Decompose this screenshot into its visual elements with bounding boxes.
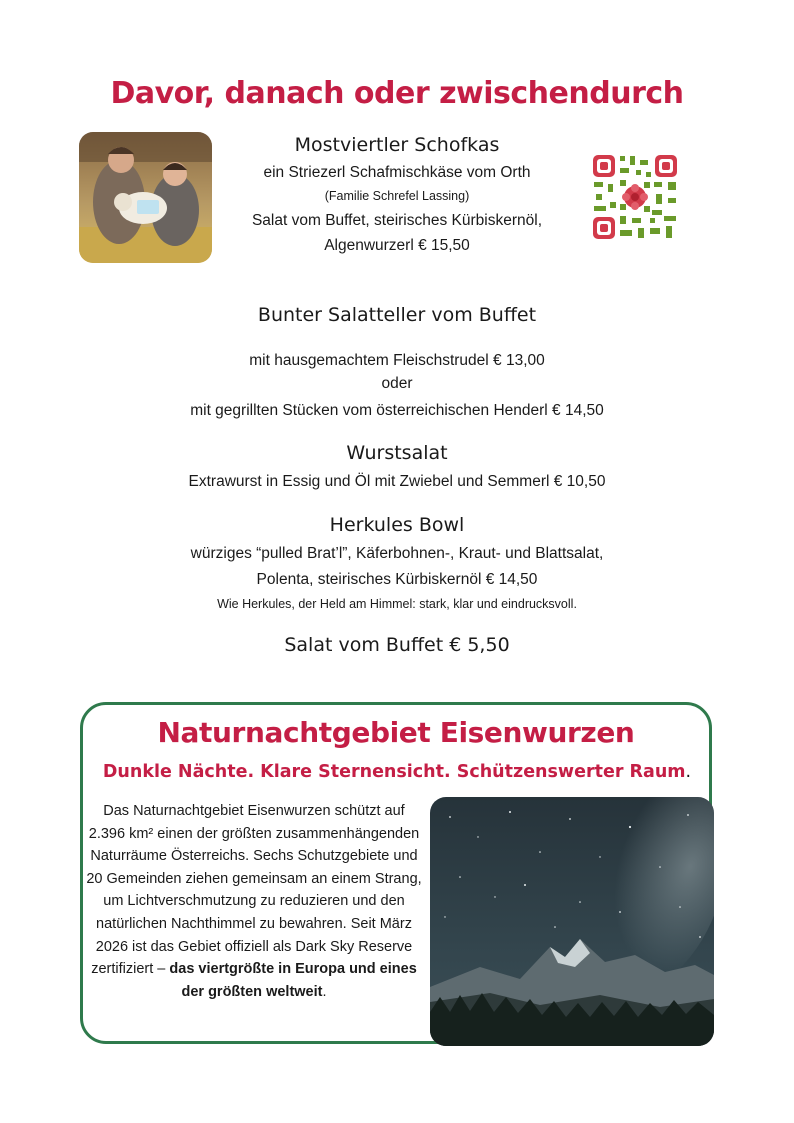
dish-description: Polenta, steirisches Kürbiskernöl € 14,50: [256, 571, 538, 588]
dish-description: (Familie Schrefel Lassing): [324, 189, 470, 203]
qr-code-icon[interactable]: [590, 152, 680, 242]
dish-tagline: Wie Herkules, der Held am Himmel: stark, klar und eindrucksvoll.: [217, 597, 577, 611]
dish-name: Herkules Bowl: [329, 514, 465, 536]
dish-description: ein Striezerl Schafmischkäse vom Orth: [263, 164, 531, 181]
page-title: Davor, danach oder zwischendurch: [110, 76, 684, 111]
naturnacht-text: [86, 800, 422, 1003]
naturnacht-title: Naturnachtgebiet Eisenwurzen: [157, 716, 635, 749]
naturnacht-subtitle-end: .: [685, 762, 692, 782]
dish-description: würziges “pulled Brat’l”, Käferbohnen-, Kraut- und Blattsalat,: [190, 545, 604, 562]
dish-name: Bunter Salatteller vom Buffet: [257, 304, 537, 326]
naturnacht-text-body: Das Naturnachtgebiet Eisenwurzen schützt auf 2.396 km² einen der größten zusammenhängenden Naturräume Österreichs. Sechs Schutzgebiete und 20 Gemeinden ziehen gemeinsam an einem Strang, um Lichtverschmutzung zu reduzieren und den natürlichen Nachthimmel zu bewahren. Seit März 2026 ist das Gebiet offiziell als Dark Sky Reserve zertifiziert –: [86, 803, 422, 978]
dish-description: Extrawurst in Essig und Öl mit Zwiebel und Semmerl € 10,50: [188, 473, 606, 490]
naturnacht-subtitle-text: Dunkle Nächte. Klare Sternensicht. Schützenswerter Raum: [102, 762, 686, 782]
dish-description: mit gegrillten Stücken vom österreichischen Henderl € 14,50: [190, 402, 604, 419]
dish-description: mit hausgemachtem Fleischstrudel € 13,00: [249, 352, 545, 369]
naturnacht-subtitle: [60, 762, 734, 782]
dish-name: Salat vom Buffet € 5,50: [284, 634, 510, 656]
naturnacht-text-end: .: [322, 983, 327, 1000]
dish-separator-text: oder: [381, 375, 413, 392]
naturnacht-text-bold: das viertgrößte in Europa und eines der größten weltweit: [169, 961, 417, 1000]
dish-price-line: Algenwurzerl € 15,50: [324, 237, 470, 254]
dish-name: Mostviertler Schofkas: [294, 134, 500, 156]
dish-description: Salat vom Buffet, steirisches Kürbiskernöl,: [251, 212, 543, 229]
dish-name: Wurstsalat: [346, 442, 448, 464]
night-sky-photo: [430, 797, 714, 1046]
